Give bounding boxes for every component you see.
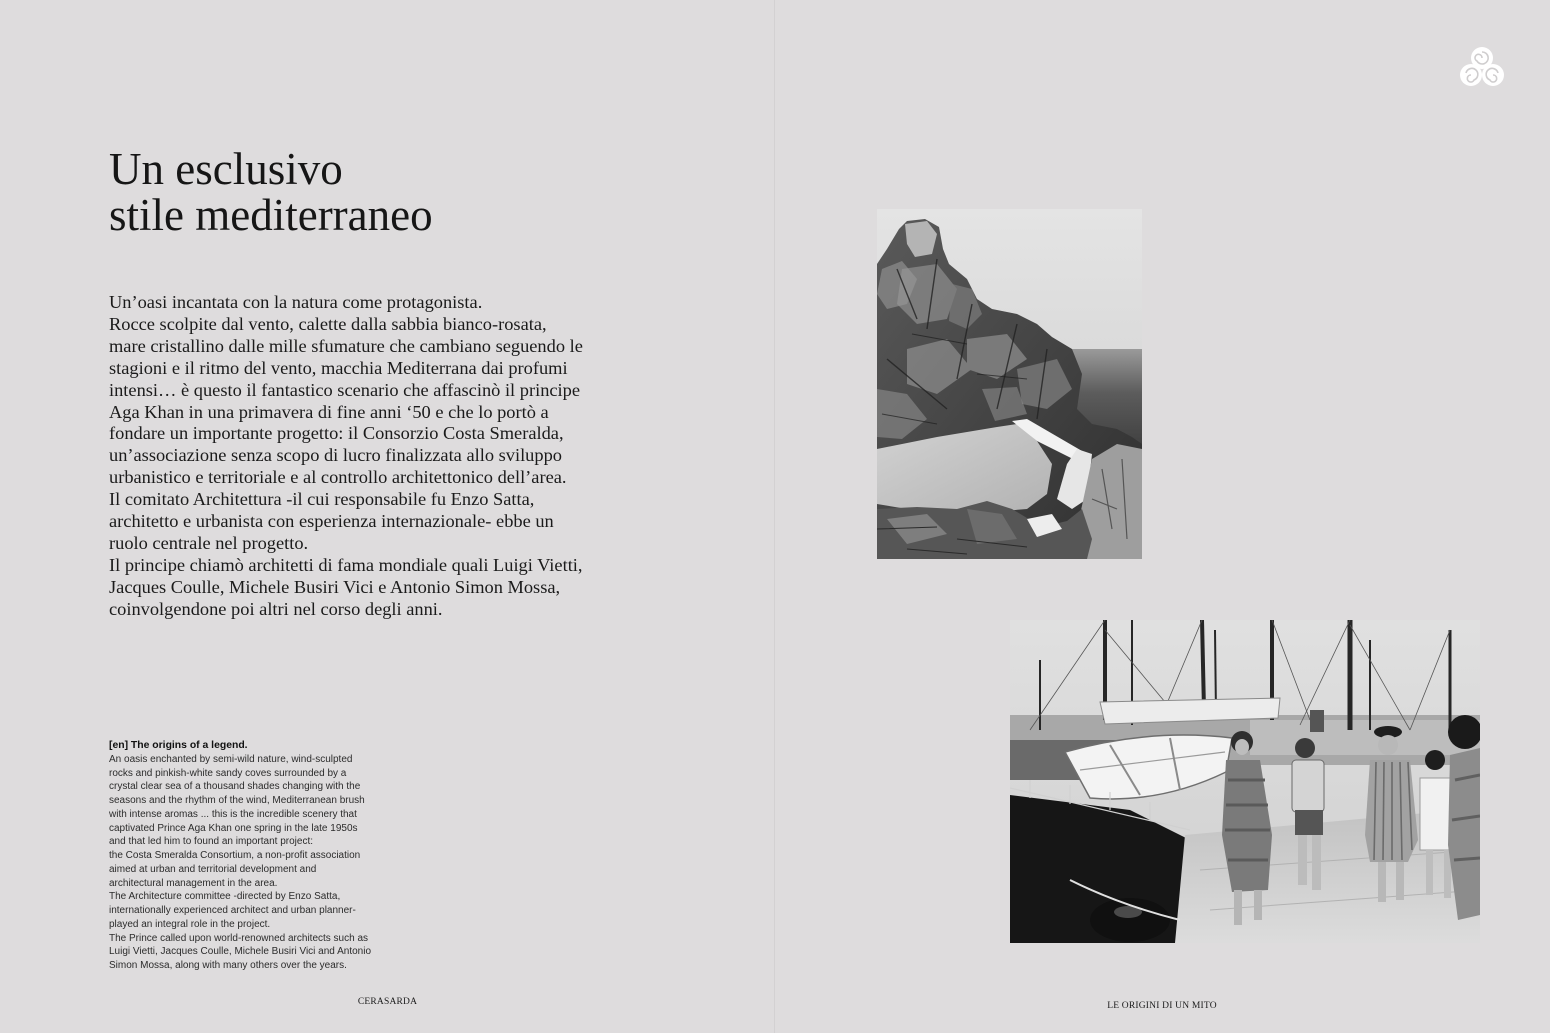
body-line: ruolo centrale nel progetto. [109, 532, 309, 553]
body-line: urbanistico e territoriale e al controllo architettonico dell’area. [109, 467, 567, 488]
photo-rocky-pool [877, 209, 1142, 559]
title-line: Un esclusivo [109, 144, 343, 194]
folio-left: CERASARDA [357, 997, 418, 1007]
english-line: Luigi Vietti, Jacques Coulle, Michele Busiri Vici and Antonio [109, 946, 372, 958]
english-line: An oasis enchanted by semi-wild nature, wind-sculpted [109, 753, 353, 765]
body-line: Il principe chiamò architetti di fama mondiale quali Luigi Vietti, [109, 554, 583, 575]
body-line: Aga Khan in una primavera di fine anni ‘50 e che lo portò a [109, 401, 549, 422]
english-line: architectural management in the area. [109, 877, 278, 889]
english-heading: [en] The origins of a legend. [109, 740, 248, 751]
english-translation [109, 739, 371, 973]
photo-harbour [1010, 620, 1480, 943]
body-line: Jacques Coulle, Michele Busiri Vici e Antonio Simon Mossa, [109, 576, 561, 597]
page-fold [774, 0, 775, 1033]
english-line: seasons and the rhythm of the wind, Mediterranean brush [109, 795, 365, 806]
body-line: Un’oasi incantata con la natura come protagonista. [109, 292, 483, 312]
body-line: Rocce scolpite dal vento, calette dalla sabbia bianco-rosata, [109, 313, 547, 334]
english-line: Simon Mossa, along with many others over the years. [109, 960, 347, 971]
body-line: fondare un importante progetto: il Consorzio Costa Smeralda, [109, 423, 564, 444]
english-line: crystal clear sea of a thousand shades changing with the [109, 781, 361, 793]
body-line: un’associazione senza scopo di lucro finalizzata allo sviluppo [109, 445, 562, 466]
body-line: intensi… è questo il fantastico scenario che affascinò il principe [109, 379, 581, 400]
body-line: stagioni e il ritmo del vento, macchia Mediterrana dai profumi [109, 357, 568, 378]
page-title [109, 146, 433, 238]
body-line: Il comitato Architettura -il cui responsabile fu Enzo Satta, [109, 489, 535, 510]
english-line: with intense aromas ... this is the incredible scenery that [109, 808, 357, 820]
body-line: coinvolgendone poi altri nel corso degli anni. [109, 598, 443, 619]
english-line: captivated Prince Aga Khan one spring in the late 1950s [109, 822, 358, 834]
english-line: the Costa Smeralda Consortium, a non-profit association [109, 850, 361, 861]
english-line: and that led him to found an important project: [109, 836, 314, 848]
title-line: stile mediterraneo [109, 190, 433, 240]
folio-right: LE ORIGINI DI UN MITO [1107, 1001, 1217, 1011]
english-line: The Architecture committee -directed by Enzo Satta, [109, 891, 341, 903]
body-line: architetto e urbanista con esperienza internazionale- ebbe un [109, 511, 554, 532]
english-line: rocks and pinkish-white sandy coves surrounded by a [109, 767, 347, 779]
trefoil-swirl-icon [1457, 43, 1507, 93]
body-line: mare cristallino dalle mille sfumature che cambiano seguendo le [109, 335, 583, 356]
italian-body-text [109, 292, 583, 621]
english-line: internationally experienced architect and urban planner- [109, 905, 356, 916]
english-line: The Prince called upon world-renowned architects such as [109, 932, 369, 944]
english-line: aimed at urban and territorial development and [109, 863, 317, 875]
english-line: played an integral role in the project. [109, 918, 271, 930]
